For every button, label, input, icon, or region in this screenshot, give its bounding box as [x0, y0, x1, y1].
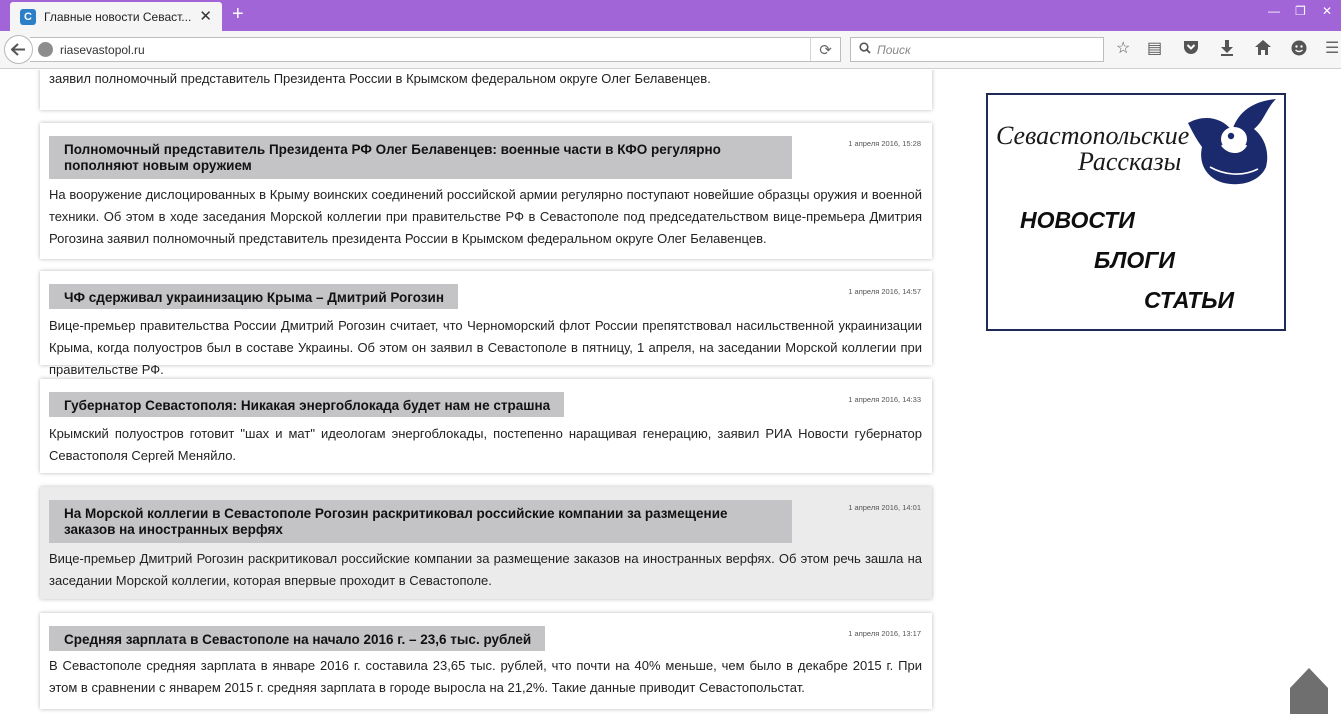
reading-list-icon[interactable]: ▤ [1147, 40, 1163, 57]
minimize-icon[interactable]: — [1268, 4, 1280, 18]
news-card-date: 1 апреля 2016, 14:57 [848, 287, 921, 296]
new-tab-button[interactable]: + [232, 3, 244, 25]
scroll-to-top-icon[interactable] [1290, 668, 1328, 714]
search-placeholder: Поиск [877, 43, 911, 57]
news-card-date: 1 апреля 2016, 14:01 [848, 503, 921, 512]
chat-icon[interactable] [1291, 40, 1307, 61]
close-tab-icon[interactable]: ✕ [199, 8, 212, 25]
news-card-date: 1 апреля 2016, 14:33 [848, 395, 921, 404]
news-card-title[interactable]: Губернатор Севастополя: Никакая энергоблокада будет нам не страшна [49, 392, 564, 417]
bird-logo-icon [1184, 97, 1280, 189]
news-card-body: Крымский полуостров готовит "шах и мат" идеологам энергоблокады, постепенно наращивая генерацию, заявил РИА Новости губернатор Севастополя Сергей Меняйло. [49, 426, 922, 463]
news-card-body: Вице-премьер правительства России Дмитрий Рогозин считает, что Черноморский флот России препятствовал насильственной украинизации Крыма, когда полуостров был в составе Украины. Об этом он заявил в Севастополе в пятницу, 1 апреля, на заседании Морской коллегии при правительстве РФ. [49, 318, 922, 377]
star-icon[interactable]: ☆ [1116, 40, 1131, 57]
news-card [40, 379, 932, 473]
browser-titlebar [0, 0, 1341, 31]
news-card-title[interactable]: На Морской коллегии в Севастополе Рогозин раскритиковал российские компании за размещение заказов на иностранных верфях [49, 500, 792, 543]
window-close-icon[interactable]: ✕ [1322, 4, 1333, 18]
banner-title-line1: Севастопольские [996, 121, 1190, 150]
home-icon[interactable] [1255, 40, 1271, 60]
maximize-icon[interactable]: ❐ [1295, 4, 1306, 18]
banner-link-blogs[interactable]: БЛОГИ [1094, 247, 1175, 273]
news-card [40, 271, 932, 377]
page-content [0, 70, 1341, 714]
pocket-icon[interactable] [1183, 40, 1199, 60]
news-card-body: В Севастополе средняя зарплата в январе 2016 г. составила 23,65 тыс. рублей, что почти на 40% меньше, чем было в декабре 2015 г. При этом в сравнении с январем 2015 г. средняя зарплата в городе выросла на 21,2%. Такие данные приводит Севастопольстат. [49, 658, 922, 695]
news-card [40, 123, 932, 259]
site-favicon-icon: C [20, 9, 36, 25]
news-card [40, 70, 932, 110]
reload-icon[interactable]: ⟳ [810, 38, 840, 61]
browser-tab[interactable] [10, 2, 222, 31]
news-card-date: 1 апреля 2016, 13:17 [848, 629, 921, 638]
news-card-title[interactable]: Средняя зарплата в Севастополе на начало 2016 г. – 23,6 тыс. рублей [49, 626, 545, 651]
hamburger-menu-icon[interactable]: ☰ [1325, 40, 1340, 57]
banner-title-line2: Рассказы [1078, 147, 1182, 176]
download-icon[interactable] [1220, 40, 1234, 61]
banner-title [996, 123, 1189, 175]
search-icon [859, 42, 871, 57]
news-card-body: Вице-премьер Дмитрий Рогозин раскритиковал российские компании за размещение заказов на иностранных верфях. Об этом речь зашла на заседании Морской коллегии, которая впервые проходит в Севастополе. [49, 551, 922, 588]
search-bar[interactable] [850, 37, 1104, 62]
browser-navbar [0, 31, 1341, 69]
news-card [40, 613, 932, 709]
news-card-date: 1 апреля 2016, 15:28 [848, 139, 921, 148]
news-card-title[interactable]: Полномочный представитель Президента РФ Олег Белавенцев: военные части в КФО регулярно пополняют новым оружием [49, 136, 792, 179]
address-bar[interactable] [30, 37, 841, 62]
banner-link-news[interactable]: НОВОСТИ [1020, 207, 1135, 233]
news-card-body: На вооружение дислоцированных в Крыму воинских соединений российской армии регулярно поступают новейшие образцы оружия и военной техники. Об этом в ходе заседания Морской коллегии при правительстве РФ в Севастополе под председательством вице-премьера Дмитрия Рогозина заявил полномочный представитель президента России в Крымском федеральном округе Олег Белавенцев. [49, 187, 922, 246]
sevastopol-stories-banner[interactable] [986, 93, 1286, 331]
back-arrow-icon[interactable] [4, 35, 33, 64]
news-card-title[interactable]: ЧФ сдерживал украинизацию Крыма – Дмитрий Рогозин [49, 284, 458, 309]
news-card-body: заявил полномочный представитель Президента России в Крымском федеральном округе Олег Белавенцев. [49, 71, 711, 86]
url-text[interactable]: riasevastopol.ru [60, 43, 145, 57]
banner-link-articles[interactable]: СТАТЬИ [1144, 287, 1235, 313]
globe-icon [38, 42, 53, 57]
tab-title: Главные новости Севаст... [44, 9, 192, 24]
news-card-highlighted [40, 487, 932, 599]
